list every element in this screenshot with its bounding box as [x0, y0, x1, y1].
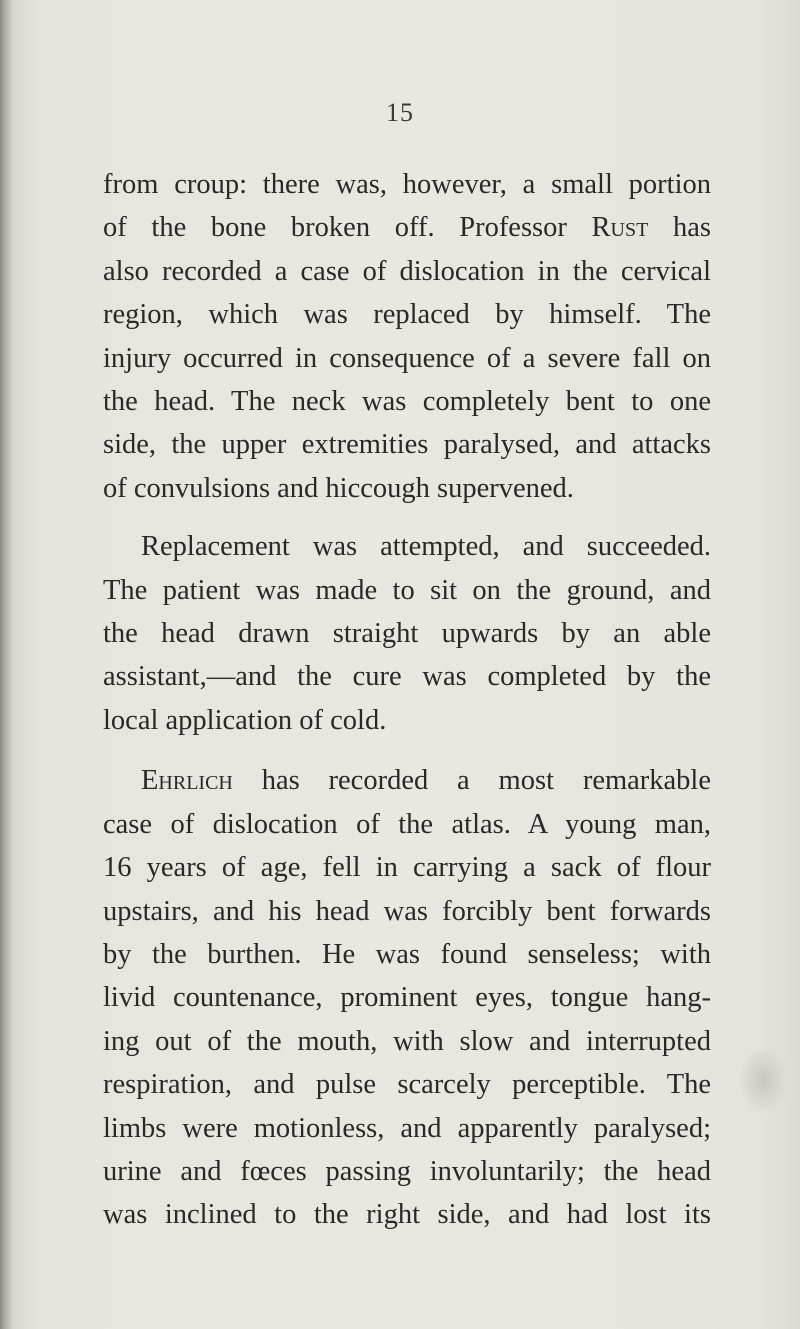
text-line: region, which was replaced by himself. The: [103, 299, 711, 331]
author-name-rust: Rust: [591, 212, 649, 244]
text-line: 16 years of age, fell in carrying a sack of flour: [103, 852, 711, 884]
text-line: by the burthen. He was found senseless; with: [103, 938, 711, 970]
text-line: respiration, and pulse scarcely perceptible. The: [103, 1069, 711, 1101]
text-line: [103, 759, 711, 802]
author-name-ehrlich: Ehrlich: [141, 765, 233, 797]
text-line: assistant,—and the cure was completed by the: [103, 661, 711, 693]
text-line: of convulsions and hiccough supervened.: [103, 472, 574, 504]
text-line: [103, 206, 711, 249]
text-line: injury occurred in consequence of a severe fall on: [103, 342, 711, 374]
text-line: side, the upper extremities paralysed, and attacks: [103, 429, 711, 461]
paragraph-gap: [103, 742, 711, 759]
text-line: the head. The neck was completely bent to one: [103, 386, 711, 418]
page-binding-edge: [0, 0, 12, 1329]
text-line: local application of cold.: [103, 704, 387, 736]
paragraph-gap: [103, 510, 711, 525]
text-line: from croup: there was, however, a small portion: [103, 169, 711, 200]
text-line: case of dislocation of the atlas. A young man,: [103, 808, 711, 840]
text-line-part: has recorded a most remarkable: [232, 765, 711, 797]
text-line: was inclined to the right side, and had lost its: [103, 1199, 711, 1231]
text-line-part: of the bone broken off. Professor: [103, 212, 567, 244]
paragraph-3: [103, 759, 711, 1236]
page-number: 15: [386, 98, 414, 127]
text-line: Replacement was attempted, and succeeded.: [141, 531, 711, 563]
text-line: livid countenance, prominent eyes, tongue hang-: [103, 982, 711, 1014]
text-line: the head drawn straight upwards by an able: [103, 618, 711, 650]
text-line-part: has: [648, 212, 711, 244]
text-line: urine and fœces passing involuntarily; the head: [103, 1155, 711, 1187]
text-line: limbs were motionless, and apparently paralysed;: [103, 1112, 711, 1144]
paragraph-1: [103, 163, 711, 510]
text-line: also recorded a case of dislocation in the cervical: [103, 255, 711, 287]
paper-stain: [738, 1045, 788, 1115]
text-line: The patient was made to sit on the ground, and: [103, 574, 711, 606]
paragraph-2: [103, 525, 711, 742]
text-line: upstairs, and his head was forcibly bent forwards: [103, 895, 711, 927]
body-text: [103, 163, 711, 1237]
text-line: ing out of the mouth, with slow and interrupted: [103, 1025, 711, 1057]
